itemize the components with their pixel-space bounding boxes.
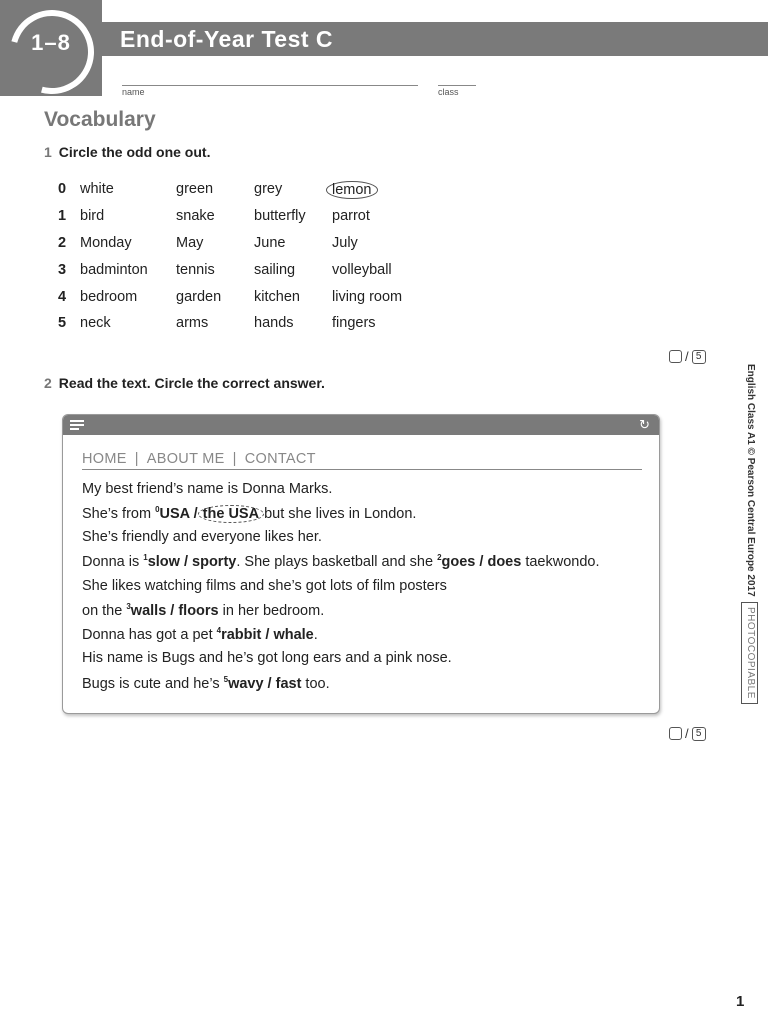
score-box-q1 — [669, 348, 706, 364]
text-fragment: . She plays basketball and she — [236, 553, 438, 570]
text-fragment: too. — [301, 675, 330, 692]
class-label: class — [438, 87, 459, 97]
title-bar — [102, 22, 768, 56]
row-number: 2 — [58, 235, 67, 251]
photocopiable-label: PHOTOCOPIABLE — [745, 607, 756, 699]
text-fragment: taekwondo. — [521, 553, 600, 570]
answer-option[interactable]: goes / does — [441, 553, 522, 570]
word[interactable]: fingers — [332, 315, 376, 331]
row-number: 0 — [58, 181, 67, 197]
page-title: End-of-Year Test C — [120, 26, 334, 52]
row-number: 3 — [58, 262, 67, 278]
text-fragment: but she lives in London. — [264, 505, 417, 522]
word[interactable]: tennis — [176, 262, 215, 278]
question-instruction: Circle the odd one out. — [58, 144, 211, 160]
text-fragment: . — [313, 626, 318, 643]
nav-separator: | — [134, 451, 139, 467]
name-label: name — [122, 87, 145, 97]
name-field[interactable] — [122, 85, 418, 97]
menu-icon — [70, 420, 84, 432]
question-1-heading — [44, 144, 210, 160]
card-toolbar — [63, 415, 659, 435]
class-field[interactable] — [438, 85, 476, 97]
row-number: 1 — [58, 208, 67, 224]
score-max: 5 — [692, 350, 706, 364]
word[interactable]: kitchen — [254, 289, 300, 305]
score-input[interactable] — [669, 727, 682, 740]
word[interactable]: badminton — [80, 262, 148, 278]
site-nav — [82, 451, 642, 470]
copyright-notice: English Class A1 © Pearson Central Europe 2017 — [745, 364, 756, 597]
circled-word[interactable]: lemon — [326, 181, 378, 199]
score-slash: / — [685, 726, 689, 742]
page-number: 1 — [736, 993, 745, 1010]
word[interactable]: snake — [176, 208, 215, 224]
photocopiable-box — [741, 602, 758, 704]
score-input[interactable] — [669, 350, 682, 363]
text-line: My best friend’s name is Donna Marks. — [82, 481, 333, 497]
question-instruction: Read the text. Circle the correct answer. — [58, 375, 325, 391]
gap-number: 4 — [216, 626, 222, 635]
answer-option[interactable]: wavy / fast — [228, 675, 302, 692]
score-slash: / — [685, 349, 689, 365]
unit-badge — [0, 0, 102, 96]
text-fragment: She’s from — [82, 505, 156, 522]
refresh-icon: ↻ — [639, 418, 650, 433]
word[interactable]: bedroom — [80, 289, 138, 305]
word[interactable]: living room — [332, 289, 403, 305]
nav-home: HOME — [82, 451, 127, 467]
nav-about-me: ABOUT ME — [146, 451, 225, 467]
gap-number: 5 — [223, 675, 229, 684]
section-title: Vocabulary — [44, 108, 156, 131]
gap-number: 2 — [437, 553, 442, 562]
text-fragment: Donna has got a pet — [82, 626, 217, 643]
word[interactable]: hands — [254, 315, 294, 331]
circled-answer-option[interactable]: the USA — [198, 505, 264, 523]
answer-option[interactable]: rabbit / whale — [221, 626, 314, 643]
answer-option[interactable]: slow / sporty — [147, 553, 237, 570]
answer-option[interactable]: walls / floors — [130, 602, 219, 619]
word[interactable]: volleyball — [332, 262, 392, 278]
nav-contact: CONTACT — [244, 451, 316, 467]
text-line — [82, 505, 416, 522]
nav-separator: | — [232, 451, 237, 467]
question-2-heading — [44, 375, 325, 391]
text-fragment: on the — [82, 602, 127, 619]
word[interactable]: grey — [254, 181, 283, 197]
row-number: 5 — [58, 315, 67, 331]
row-number: 4 — [58, 289, 67, 305]
webpage-card — [62, 414, 660, 714]
word[interactable]: butterfly — [254, 208, 306, 224]
unit-number: 1–8 — [31, 30, 71, 55]
word[interactable]: parrot — [332, 208, 370, 224]
word[interactable]: garden — [176, 289, 222, 305]
answer-option[interactable]: USA / — [159, 505, 198, 522]
text-line — [82, 626, 318, 643]
word[interactable]: July — [332, 235, 358, 251]
question-number: 1 — [44, 144, 52, 160]
word[interactable]: June — [254, 235, 286, 251]
gap-number: 3 — [126, 602, 131, 611]
text-line: She likes watching films and she’s got lots of film posters — [82, 578, 447, 594]
text-line — [82, 553, 600, 570]
text-line: His name is Bugs and he’s got long ears and a pink nose. — [82, 650, 452, 666]
word[interactable]: arms — [176, 315, 209, 331]
word[interactable]: May — [176, 235, 204, 251]
gap-number: 1 — [143, 553, 148, 562]
word[interactable]: Monday — [80, 235, 132, 251]
gap-number: 0 — [155, 505, 160, 514]
score-box-q2 — [669, 725, 706, 741]
word[interactable]: green — [176, 181, 214, 197]
text-fragment: Bugs is cute and he’s — [82, 675, 224, 692]
word[interactable]: bird — [80, 208, 105, 224]
text-fragment: Donna is — [82, 553, 144, 570]
text-line — [82, 675, 330, 692]
word[interactable]: white — [80, 181, 114, 197]
question-number: 2 — [44, 375, 52, 391]
score-max: 5 — [692, 727, 706, 741]
word[interactable]: neck — [80, 315, 111, 331]
text-line: She’s friendly and everyone likes her. — [82, 529, 322, 545]
word[interactable]: sailing — [254, 262, 296, 278]
text-fragment: in her bedroom. — [218, 602, 325, 619]
text-line — [82, 602, 324, 619]
